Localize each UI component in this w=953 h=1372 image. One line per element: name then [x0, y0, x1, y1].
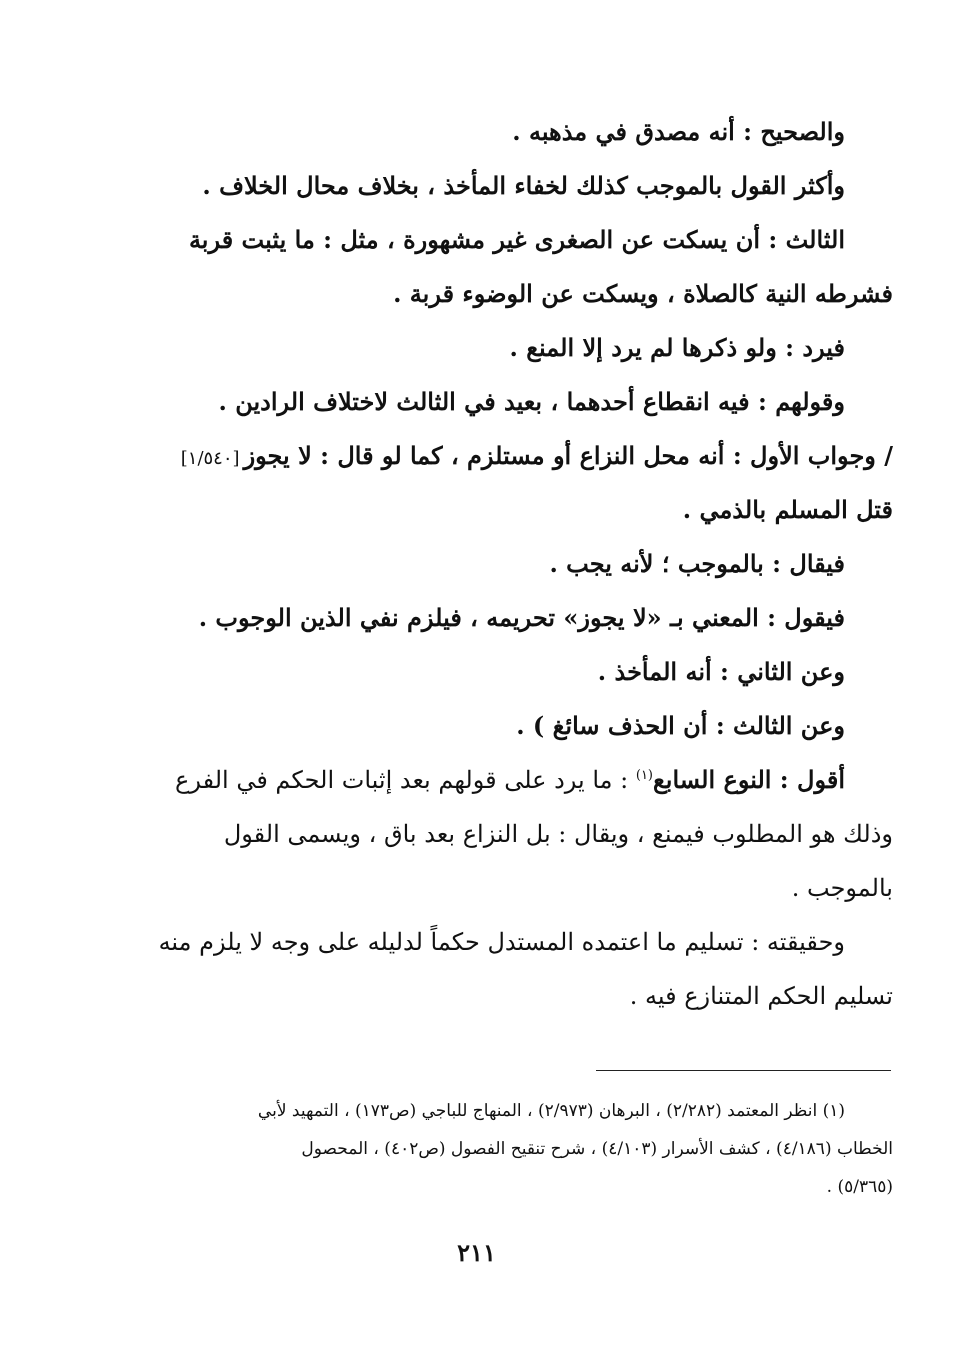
footnote-line: (١) انظر المعتمد (٢/٢٨٢) ، البرهان (٢/٩٧٣) ، المنهاج للباجي (ص١٧٣) ، التمهيد لأبي	[257, 1101, 845, 1121]
text-line: فيقول : المعني بـ «لا يجوز» تحريمه ، فيلزم نفي الذين الوجوب .	[198, 603, 845, 632]
footnote-marker: (١)	[635, 768, 653, 783]
text-line: وأكثر القول بالموجب كذلك لخفاء المأخذ ، بخلاف محال الخلاف .	[202, 171, 845, 200]
commentary-line: بالموجب .	[791, 874, 893, 902]
text-line: وعن الثالث : أن الحذف سائغ ) .	[516, 711, 845, 740]
footnotes	[133, 1092, 893, 1206]
footnote-divider	[596, 1070, 891, 1071]
footnote-line: الخطاب (٤/١٨٦) ، كشف الأسرار (٤/١٠٣) ، شرح تنقيح الفصول (ص٤٠٢) ، المحصول	[301, 1139, 893, 1159]
text-line: قتل المسلم بالذمي .	[682, 495, 893, 524]
manuscript-folio-reference: [١/٥٤٠]	[180, 448, 240, 469]
main-text	[133, 105, 893, 1023]
text-line: فيقال : بالموجب ؛ لأنه يجب .	[549, 549, 845, 578]
commentary-line: تسليم الحكم المتنازع فيه .	[629, 982, 893, 1010]
text-line: والصحيح : أنه مصدق في مذهبه .	[512, 117, 845, 146]
commentary-heading: أقول : النوع السابع	[653, 765, 845, 794]
commentary-text: : ما يرد على قولهم بعد إثبات الحكم في الفرع	[175, 766, 636, 794]
text-line: فشرطه النية كالصلاة ، ويسكت عن الوضوء قربة .	[393, 279, 893, 308]
commentary-line	[133, 753, 893, 807]
text-line: / وجواب الأول : أنه محل النزاع أو مستلزم ، كما لو قال : لا يجوز	[243, 441, 893, 470]
commentary-line: وذلك هو المطلوب فيمنع ، ويقال : بل النزاع بعد باق ، ويسمى القول	[223, 820, 893, 848]
text-line: وقولهم : فيه انقطاع أحدهما ، بعيد في الثالث لاختلاف الرادين .	[218, 387, 845, 416]
text-line: فيرد : ولو ذكرها لم يرد إلا المنع .	[509, 333, 845, 362]
text-line: وعن الثاني : أنه المأخذ .	[597, 657, 845, 686]
page-number: ٢١١	[457, 1238, 496, 1267]
footnote-line: (٥/٣٦٥) .	[826, 1177, 893, 1197]
text-line: الثالث : أن يسكت عن الصغرى غير مشهورة ، مثل : ما يثبت قربة	[188, 225, 845, 254]
commentary-line: وحقيقته : تسليم ما اعتمده المستدل حكماً لدليله على وجه لا يلزم منه	[158, 928, 845, 956]
text-line-with-margin-ref	[133, 429, 893, 483]
